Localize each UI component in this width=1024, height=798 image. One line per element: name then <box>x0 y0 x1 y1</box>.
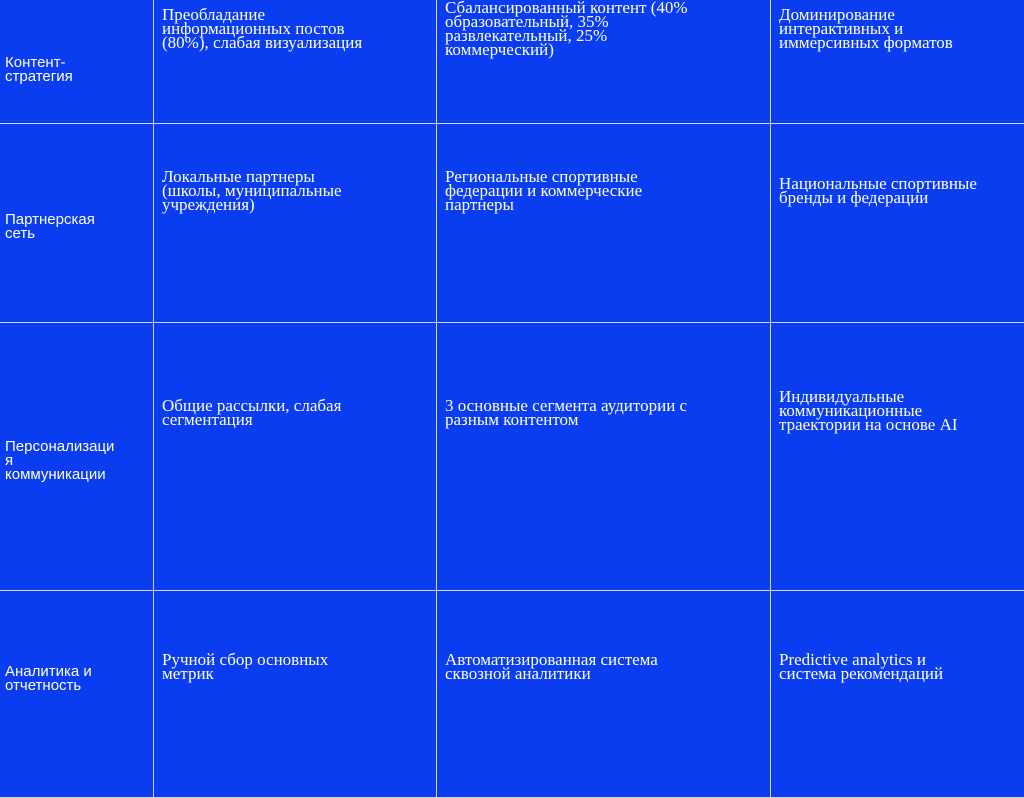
table-cell: Predictive analytics и система рекомендаций <box>771 591 1024 798</box>
table-cell: Региональные спортивные федерации и коммерческие партнеры <box>437 124 771 323</box>
row-label: Персонализаци я коммуникации <box>0 323 154 591</box>
table-cell: Автоматизированная система сквозной аналитики <box>437 591 771 798</box>
table-row <box>0 591 1024 798</box>
table-cell: Преобладание информационных постов (80%), слабая визуализация <box>154 0 437 124</box>
table-cell: Доминирование интерактивных и иммерсивных форматов <box>771 0 1024 124</box>
row-label: Аналитика и отчетность <box>0 591 154 798</box>
table-row <box>0 323 1024 591</box>
table-row <box>0 0 1024 124</box>
table-cell: Локальные партнеры (школы, муниципальные учреждения) <box>154 124 437 323</box>
row-label: Контент- стратегия <box>0 0 154 124</box>
row-label: Партнерская сеть <box>0 124 154 323</box>
table-row <box>0 124 1024 323</box>
table-cell: 3 основные сегмента аудитории с разным контентом <box>437 323 771 591</box>
table-cell: Национальные спортивные бренды и федерации <box>771 124 1024 323</box>
table-cell: Сбалансированный контент (40% образовательный, 35% развлекательный, 25% коммерческий) <box>437 0 771 124</box>
table-cell: Ручной сбор основных метрик <box>154 591 437 798</box>
table-cell: Общие рассылки, слабая сегментация <box>154 323 437 591</box>
table-cell: Индивидуальные коммуникационные траектории на основе AI <box>771 323 1024 591</box>
